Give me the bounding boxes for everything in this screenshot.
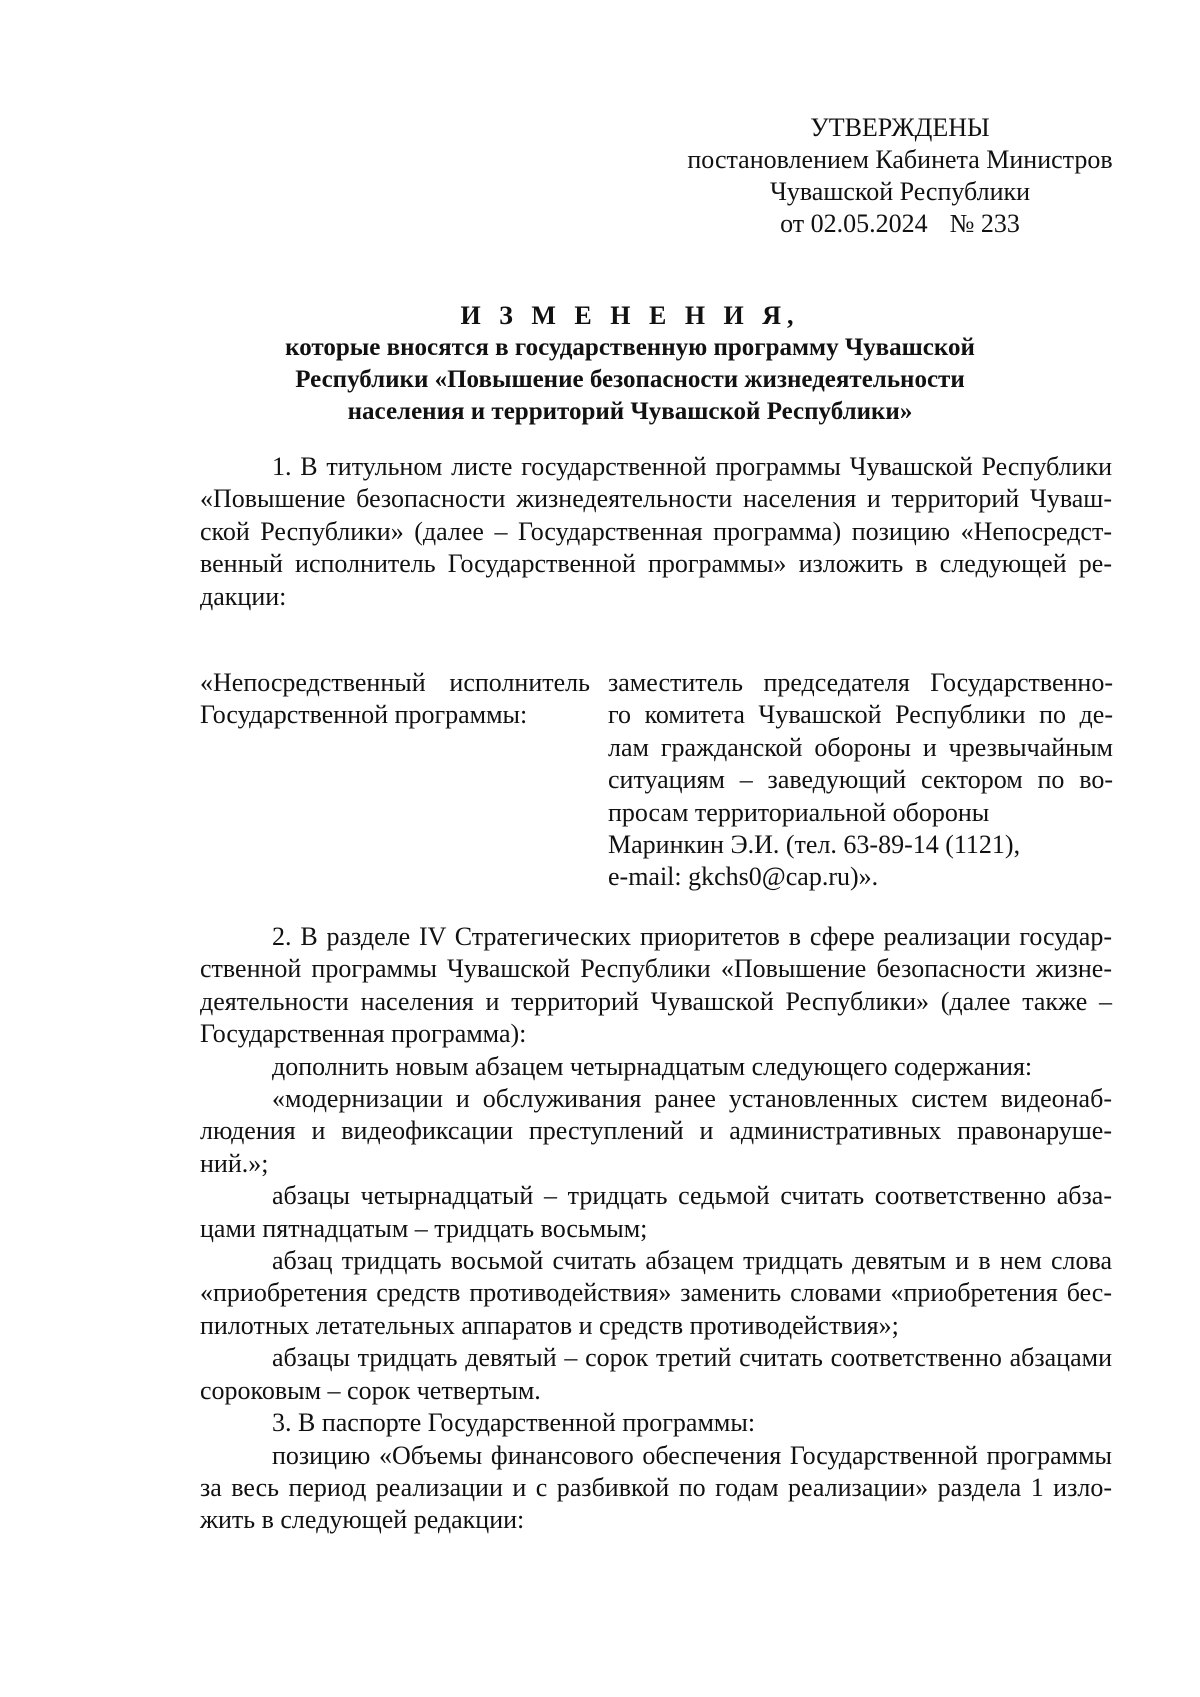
item-3-line: жить в следующей редакции: [200, 1505, 525, 1535]
position-value-line: Маринкин Э.И. (тел. 63-89-14 (1121), [608, 830, 1021, 860]
title-line-3: населения и территорий Чувашской Республики» [347, 398, 913, 425]
item-1-line: дакции: [200, 581, 287, 611]
position-value-line: ситуациям – заведующий сектором по во- [608, 765, 1113, 795]
item-3-line: 3. В паспорте Государственной программы: [272, 1408, 756, 1438]
approval-number: № 233 [949, 209, 1020, 238]
item-2-line: 2. В разделе IV Стратегических приоритетов в сфере реализации государ- [272, 922, 1112, 951]
approval-date-number [680, 208, 1120, 240]
item-2-line: ственной программы Чувашской Республики «Повышение безопасности жизне- [200, 954, 1112, 984]
approval-republic: Чувашской Республики [769, 177, 1031, 206]
document-title [200, 300, 1060, 428]
position-value-line: заместитель председателя Государственно- [608, 668, 1113, 697]
item-2-line: сороковым – сорок четвертым. [200, 1375, 541, 1405]
item-2-line: цами пятнадцатым – тридцать восьмым; [200, 1213, 648, 1243]
position-label-line: «Непосредственный исполнитель [200, 668, 590, 697]
position-label-line: Государственной программы: [200, 700, 528, 730]
title-line-2: Республики «Повышение безопасности жизнедеятельности [295, 366, 965, 393]
title-line-1: которые вносятся в государственную программу Чувашской [285, 334, 975, 361]
item-2-line: ний.»; [200, 1148, 269, 1178]
position-value [608, 667, 1113, 894]
approval-authority: постановлением Кабинета Министров [687, 145, 1113, 174]
item-1-line: 1. В титульном листе государственной программы Чувашской Республики [272, 452, 1112, 481]
position-value-line: го комитета Чувашской Республики по де- [608, 700, 1113, 730]
item-2-line: деятельности населения и территорий Чувашской Республики» (далее также – [200, 986, 1112, 1016]
item-2-line: людения и видеофиксации преступлений и административных правонаруше- [200, 1116, 1112, 1146]
item-2-line: пилотных летательных аппаратов и средств противодействия»; [200, 1310, 899, 1340]
item-2 [200, 921, 1112, 1537]
position-value-line: просам территориальной обороны [608, 797, 990, 827]
item-2-line: абзац тридцать восьмой считать абзацем тридцать девятым и в нем слова [272, 1246, 1112, 1276]
title-head: И З М Е Н Е Н И Я, [460, 301, 800, 330]
item-2-line: абзацы четырнадцатый – тридцать седьмой считать соответственно абза- [272, 1181, 1112, 1211]
item-2-line: абзацы тридцать девятый – сорок третий считать соответственно абзацами [272, 1343, 1112, 1373]
item-3-line: за весь период реализации и с разбивкой по годам реализации» раздела 1 изло- [200, 1472, 1112, 1502]
item-2-line: Государственная программа): [200, 1019, 527, 1049]
approval-stamp [680, 112, 1120, 240]
approval-date: от 02.05.2024 [780, 209, 928, 238]
item-1-line: ской Республики» (далее – Государственная программа) позицию «Непосредст- [200, 516, 1112, 546]
approval-heading: УТВЕРЖДЕНЫ [810, 113, 990, 142]
item-2-line: дополнить новым абзацем четырнадцатым следующего содержания: [272, 1051, 1033, 1081]
position-value-line: e-mail: gkchs0@cap.ru)». [608, 862, 879, 892]
item-1-line: венный исполнитель Государственной программы» изложить в следующей ре- [200, 549, 1112, 579]
position-value-line: лам гражданской обороны и чрезвычайным [608, 732, 1113, 762]
item-1-line: «Повышение безопасности жизнедеятельности населения и территорий Чуваш- [200, 484, 1112, 514]
item-2-line: «приобретения средств противодействия» заменить словами «приобретения бес- [200, 1278, 1112, 1308]
position-label [200, 667, 590, 732]
item-1 [200, 451, 1112, 613]
item-3-line: позицию «Объемы финансового обеспечения Государственной программы [272, 1440, 1112, 1470]
item-2-line: «модернизации и обслуживания ранее установленных систем видеонаб- [272, 1084, 1112, 1114]
